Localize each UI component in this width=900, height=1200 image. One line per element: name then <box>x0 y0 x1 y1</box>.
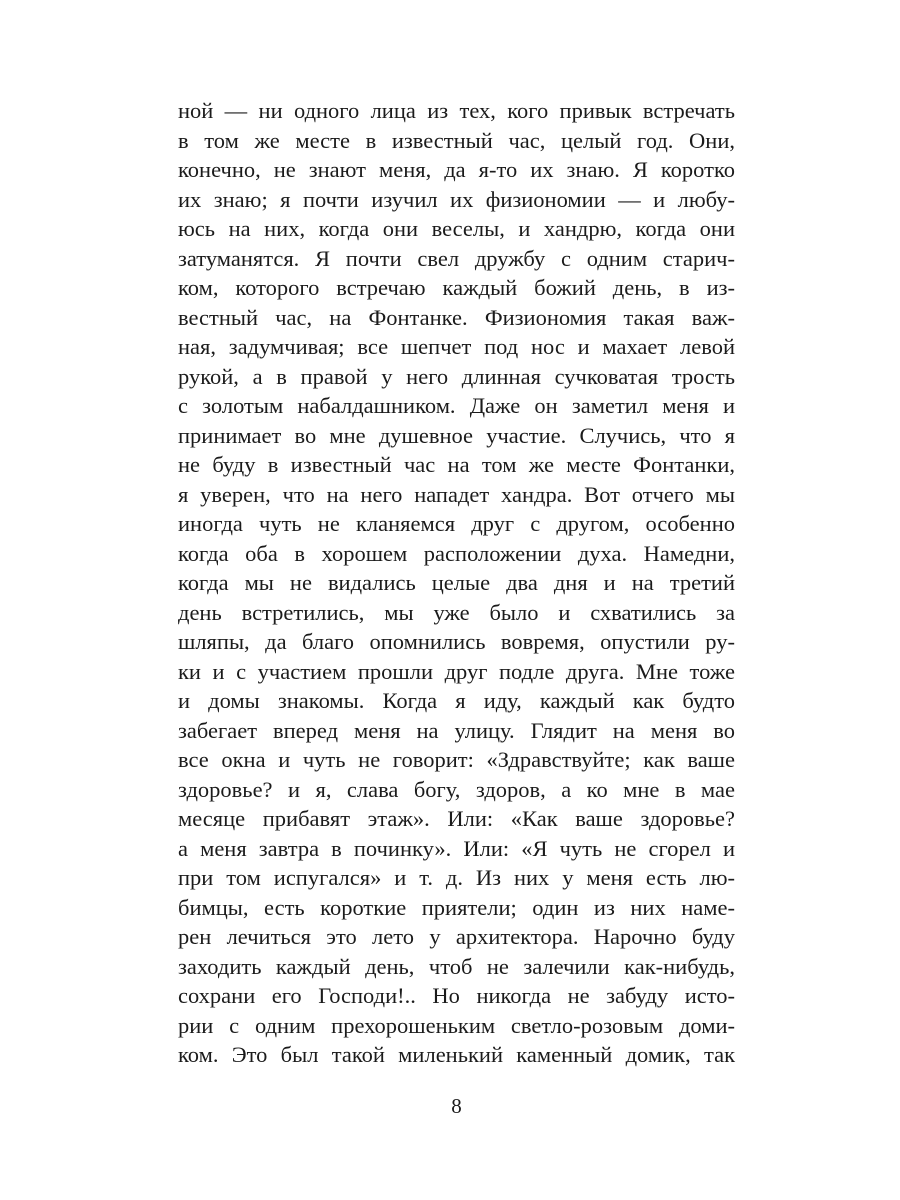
text-line: и домы знакомы. Когда я иду, каждый как будто <box>178 688 735 713</box>
text-line: здоровье? и я, слава богу, здоров, а ко мне в мае <box>178 776 735 802</box>
text-line: их знаю; я почти изучил их физиономии — и любу- <box>178 186 735 212</box>
text-line: бимцы, есть короткие приятели; один из них наме- <box>178 894 735 920</box>
text-line: ком, которого встречаю каждый божий день, в из- <box>178 275 735 300</box>
text-line: месяце прибавят этаж». Или: «Как ваше здоровье? <box>178 806 735 831</box>
text-line: конечно, не знают меня, да я-то их знаю. Я коротко <box>178 157 735 182</box>
text-line: ная, задумчивая; все шепчет под нос и махает левой <box>178 334 735 359</box>
text-line: заходить каждый день, чтоб не залечили как-нибудь, <box>178 953 735 979</box>
text-line: когда мы не видались целые два дня и на третий <box>178 570 735 595</box>
text-line: забегает вперед меня на улицу. Глядит на меня во <box>178 717 735 743</box>
text-line: иногда чуть не кланяемся друг с другом, особенно <box>178 511 735 536</box>
text-line: не буду в известный час на том же месте Фонтанки, <box>178 452 735 477</box>
text-line: сохрани его Господи!.. Но никогда не забуду исто- <box>178 983 735 1008</box>
text-line: когда оба в хорошем расположении духа. Намедни, <box>178 540 735 566</box>
text-line: все окна и чуть не говорит: «Здравствуйте; как ваше <box>178 747 735 772</box>
text-line: ной — ни одного лица из тех, кого привык встречать <box>178 98 735 123</box>
text-line: шляпы, да благо опомнились вовремя, опустили ру- <box>178 629 735 654</box>
text-line: рии с одним прехорошеньким светло-розовым доми- <box>178 1012 735 1038</box>
text-line: рен лечиться это лето у архитектора. Нарочно буду <box>178 924 735 949</box>
text-line: я уверен, что на него нападет хандра. Вот отчего мы <box>178 481 735 507</box>
text-block <box>178 96 735 1070</box>
text-line: ком. Это был такой миленький каменный домик, так <box>178 1042 735 1067</box>
text-line: затуманятся. Я почти свел дружбу с одним старич- <box>178 245 735 271</box>
text-line: принимает во мне душевное участие. Случись, что я <box>178 422 735 448</box>
text-line: рукой, а в правой у него длинная сучковатая трость <box>178 363 735 389</box>
text-line: а меня завтра в починку». Или: «Я чуть не сгорел и <box>178 835 735 861</box>
text-line: день встретились, мы уже было и схватились за <box>178 599 735 625</box>
page-number: 8 <box>451 1094 462 1118</box>
text-line: ки и с участием прошли друг подле друга. Мне тоже <box>178 658 735 684</box>
text-line: юсь на них, когда они веселы, и хандрю, когда они <box>178 216 735 241</box>
text-line: вестный час, на Фонтанке. Физиономия такая важ- <box>178 304 735 330</box>
text-line: при том испугался» и т. д. Из них у меня есть лю- <box>178 865 735 890</box>
text-line: с золотым набалдашником. Даже он заметил меня и <box>178 393 735 418</box>
text-line: в том же месте в известный час, целый год. Они, <box>178 127 735 153</box>
